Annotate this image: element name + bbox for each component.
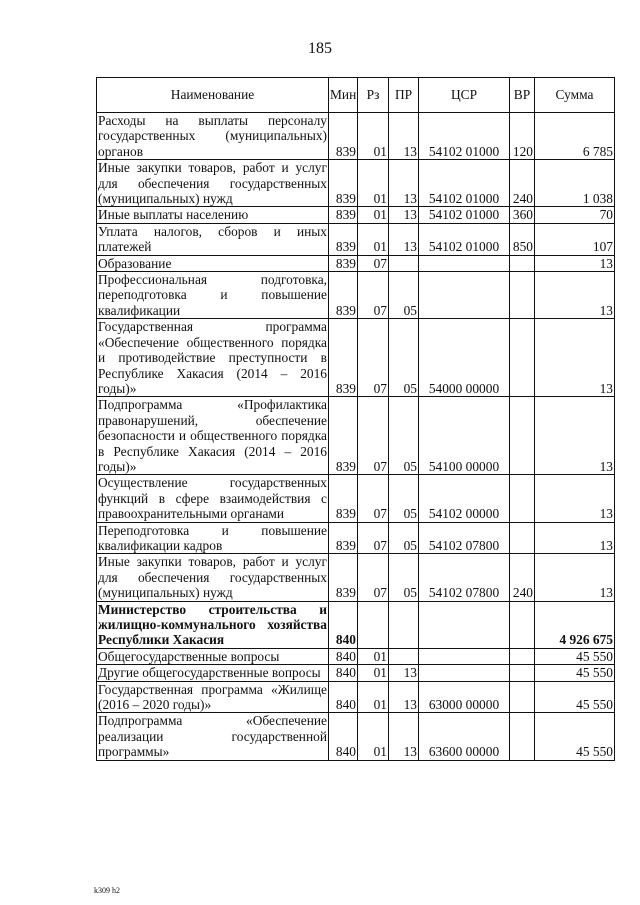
- table-row: [97, 207, 615, 223]
- table-row: [97, 681, 615, 713]
- cell-min: 839: [329, 319, 358, 397]
- header-csr: ЦСР: [419, 78, 510, 113]
- cell-rz: 07: [358, 319, 389, 397]
- cell-pr: 05: [389, 554, 419, 601]
- cell-name: Другие общегосударственные вопросы: [97, 665, 329, 681]
- table-row: [97, 223, 615, 255]
- cell-pr: 05: [389, 475, 419, 522]
- cell-rz: 07: [358, 475, 389, 522]
- table-body: [97, 113, 615, 761]
- cell-csr: 54102 01000: [419, 223, 510, 255]
- table-row: [97, 522, 615, 554]
- cell-min: 840: [329, 648, 358, 664]
- table-row: [97, 160, 615, 207]
- cell-name: Министерство строительства и жилищно-коммунального хозяйства Республики Хакасия: [98, 601, 327, 648]
- table-row: [97, 665, 615, 681]
- cell-min: 839: [329, 113, 358, 160]
- cell-rz: 07: [358, 397, 389, 475]
- cell-csr: [419, 665, 510, 681]
- cell-sum: 13: [535, 554, 615, 601]
- cell-rz: 01: [358, 160, 389, 207]
- cell-csr: 63600 00000: [419, 713, 510, 760]
- cell-rz: 07: [358, 554, 389, 601]
- cell-vr: [510, 475, 535, 522]
- cell-sum: 13: [535, 272, 615, 319]
- footer-code: k309 h2: [94, 886, 120, 895]
- cell-csr: 54102 01000: [419, 207, 510, 223]
- cell-min: 839: [329, 160, 358, 207]
- header-rz: Рз: [358, 78, 389, 113]
- cell-pr: 13: [389, 113, 419, 160]
- cell-sum: 6 785: [535, 113, 615, 160]
- cell-vr: [510, 665, 535, 681]
- cell-csr: 54102 07800: [419, 522, 510, 554]
- cell-name: Расходы на выплаты персоналу государственных (муниципальных) органов: [98, 113, 327, 159]
- cell-min: 840: [329, 713, 358, 760]
- cell-rz: [358, 601, 389, 648]
- header-min: Мин: [329, 78, 358, 113]
- cell-rz: 01: [358, 113, 389, 160]
- cell-name: Иные закупки товаров, работ и услуг для обеспечения государственных (муниципальных) нужд: [98, 554, 327, 601]
- cell-pr: 05: [389, 522, 419, 554]
- cell-min: 839: [329, 475, 358, 522]
- cell-csr: 54102 00000: [419, 475, 510, 522]
- cell-name: Государственная программа «Жилище (2016 – 2020 годы)»: [98, 681, 327, 713]
- table-row: [97, 272, 615, 319]
- cell-name: Переподготовка и повышение квалификации кадров: [98, 522, 327, 553]
- cell-csr: 63000 00000: [419, 681, 510, 713]
- cell-csr: 54102 01000: [419, 113, 510, 160]
- cell-sum: 13: [535, 255, 615, 271]
- cell-csr: 54102 07800: [419, 554, 510, 601]
- cell-csr: [419, 648, 510, 664]
- header-sum: Сумма: [535, 78, 615, 113]
- cell-rz: 01: [358, 207, 389, 223]
- header-vr: ВР: [510, 78, 535, 113]
- table-row: [97, 713, 615, 760]
- cell-name: Подпрограмма «Обеспечение реализации государственной программы»: [98, 713, 327, 760]
- cell-min: 839: [329, 554, 358, 601]
- cell-min: 840: [329, 681, 358, 713]
- cell-min: 840: [329, 601, 358, 648]
- cell-name: Иные закупки товаров, работ и услуг для обеспечения государственных (муниципальных) нужд: [98, 160, 327, 207]
- cell-sum: 13: [535, 397, 615, 475]
- cell-rz: 01: [358, 681, 389, 713]
- cell-sum: 45 550: [535, 713, 615, 760]
- cell-vr: 120: [510, 113, 535, 160]
- cell-min: 839: [329, 522, 358, 554]
- cell-csr: 54000 00000: [419, 319, 510, 397]
- cell-sum: 13: [535, 319, 615, 397]
- cell-pr: 05: [389, 319, 419, 397]
- cell-min: 839: [329, 255, 358, 271]
- cell-vr: 240: [510, 554, 535, 601]
- cell-min: 839: [329, 272, 358, 319]
- cell-vr: [510, 255, 535, 271]
- page-number: 185: [308, 40, 332, 57]
- cell-name: Подпрограмма «Профилактика правонарушений, обеспечение безопасности и общественного порядка в Республике Хакасия (2014 – 2016 годы)»: [98, 397, 327, 474]
- cell-rz: 01: [358, 648, 389, 664]
- cell-name: Осуществление государственных функций в сфере взаимодействия с правоохранительными органами: [98, 475, 327, 522]
- cell-min: 839: [329, 223, 358, 255]
- table-row: [97, 255, 615, 271]
- cell-rz: 01: [358, 223, 389, 255]
- cell-csr: 54100 00000: [419, 397, 510, 475]
- cell-sum: 107: [535, 223, 615, 255]
- cell-vr: [510, 648, 535, 664]
- cell-pr: 13: [389, 207, 419, 223]
- cell-vr: [510, 319, 535, 397]
- cell-vr: [510, 601, 535, 648]
- cell-pr: 05: [389, 272, 419, 319]
- table-row: [97, 648, 615, 664]
- cell-pr: 13: [389, 160, 419, 207]
- cell-csr: 54102 01000: [419, 160, 510, 207]
- cell-name: Уплата налогов, сборов и иных платежей: [98, 223, 327, 255]
- cell-csr: [419, 255, 510, 271]
- cell-pr: 13: [389, 681, 419, 713]
- cell-vr: 360: [510, 207, 535, 223]
- budget-table: [96, 77, 615, 761]
- cell-name: Общегосударственные вопросы: [97, 648, 329, 664]
- table-row: [97, 319, 615, 397]
- cell-pr: [389, 255, 419, 271]
- cell-pr: 13: [389, 223, 419, 255]
- cell-pr: 13: [389, 713, 419, 760]
- cell-pr: 13: [389, 665, 419, 681]
- cell-sum: 45 550: [535, 665, 615, 681]
- cell-name: Образование: [97, 255, 329, 271]
- header-pr: ПР: [389, 78, 419, 113]
- cell-sum: 1 038: [535, 160, 615, 207]
- cell-rz: 01: [358, 665, 389, 681]
- cell-name: Профессиональная подготовка, переподготовка и повышение квалификации: [98, 272, 327, 318]
- cell-sum: 70: [535, 207, 615, 223]
- cell-sum: 13: [535, 522, 615, 554]
- table-row: [97, 475, 615, 522]
- cell-vr: [510, 522, 535, 554]
- cell-rz: 07: [358, 522, 389, 554]
- cell-sum: 4 926 675: [535, 601, 615, 648]
- cell-name: Иные выплаты населению: [97, 207, 329, 223]
- cell-vr: 240: [510, 160, 535, 207]
- table-row: [97, 554, 615, 601]
- table-header-row: [97, 78, 615, 113]
- cell-rz: 07: [358, 255, 389, 271]
- cell-vr: 850: [510, 223, 535, 255]
- cell-min: 840: [329, 665, 358, 681]
- header-name: Наименование: [97, 78, 329, 113]
- table-row: [97, 397, 615, 475]
- cell-pr: [389, 601, 419, 648]
- cell-csr: [419, 601, 510, 648]
- cell-rz: 07: [358, 272, 389, 319]
- cell-pr: [389, 648, 419, 664]
- cell-pr: 05: [389, 397, 419, 475]
- cell-vr: [510, 272, 535, 319]
- cell-sum: 45 550: [535, 648, 615, 664]
- table-row: [97, 113, 615, 160]
- table-row: [97, 601, 615, 648]
- cell-rz: 01: [358, 713, 389, 760]
- cell-name: Государственная программа «Обеспечение общественного порядка и противодействие преступности в Республике Хакасия (2014 – 2016 годы)»: [98, 319, 327, 396]
- cell-min: 839: [329, 207, 358, 223]
- cell-vr: [510, 713, 535, 760]
- cell-csr: [419, 272, 510, 319]
- cell-sum: 45 550: [535, 681, 615, 713]
- cell-sum: 13: [535, 475, 615, 522]
- cell-vr: [510, 681, 535, 713]
- cell-vr: [510, 397, 535, 475]
- cell-min: 839: [329, 397, 358, 475]
